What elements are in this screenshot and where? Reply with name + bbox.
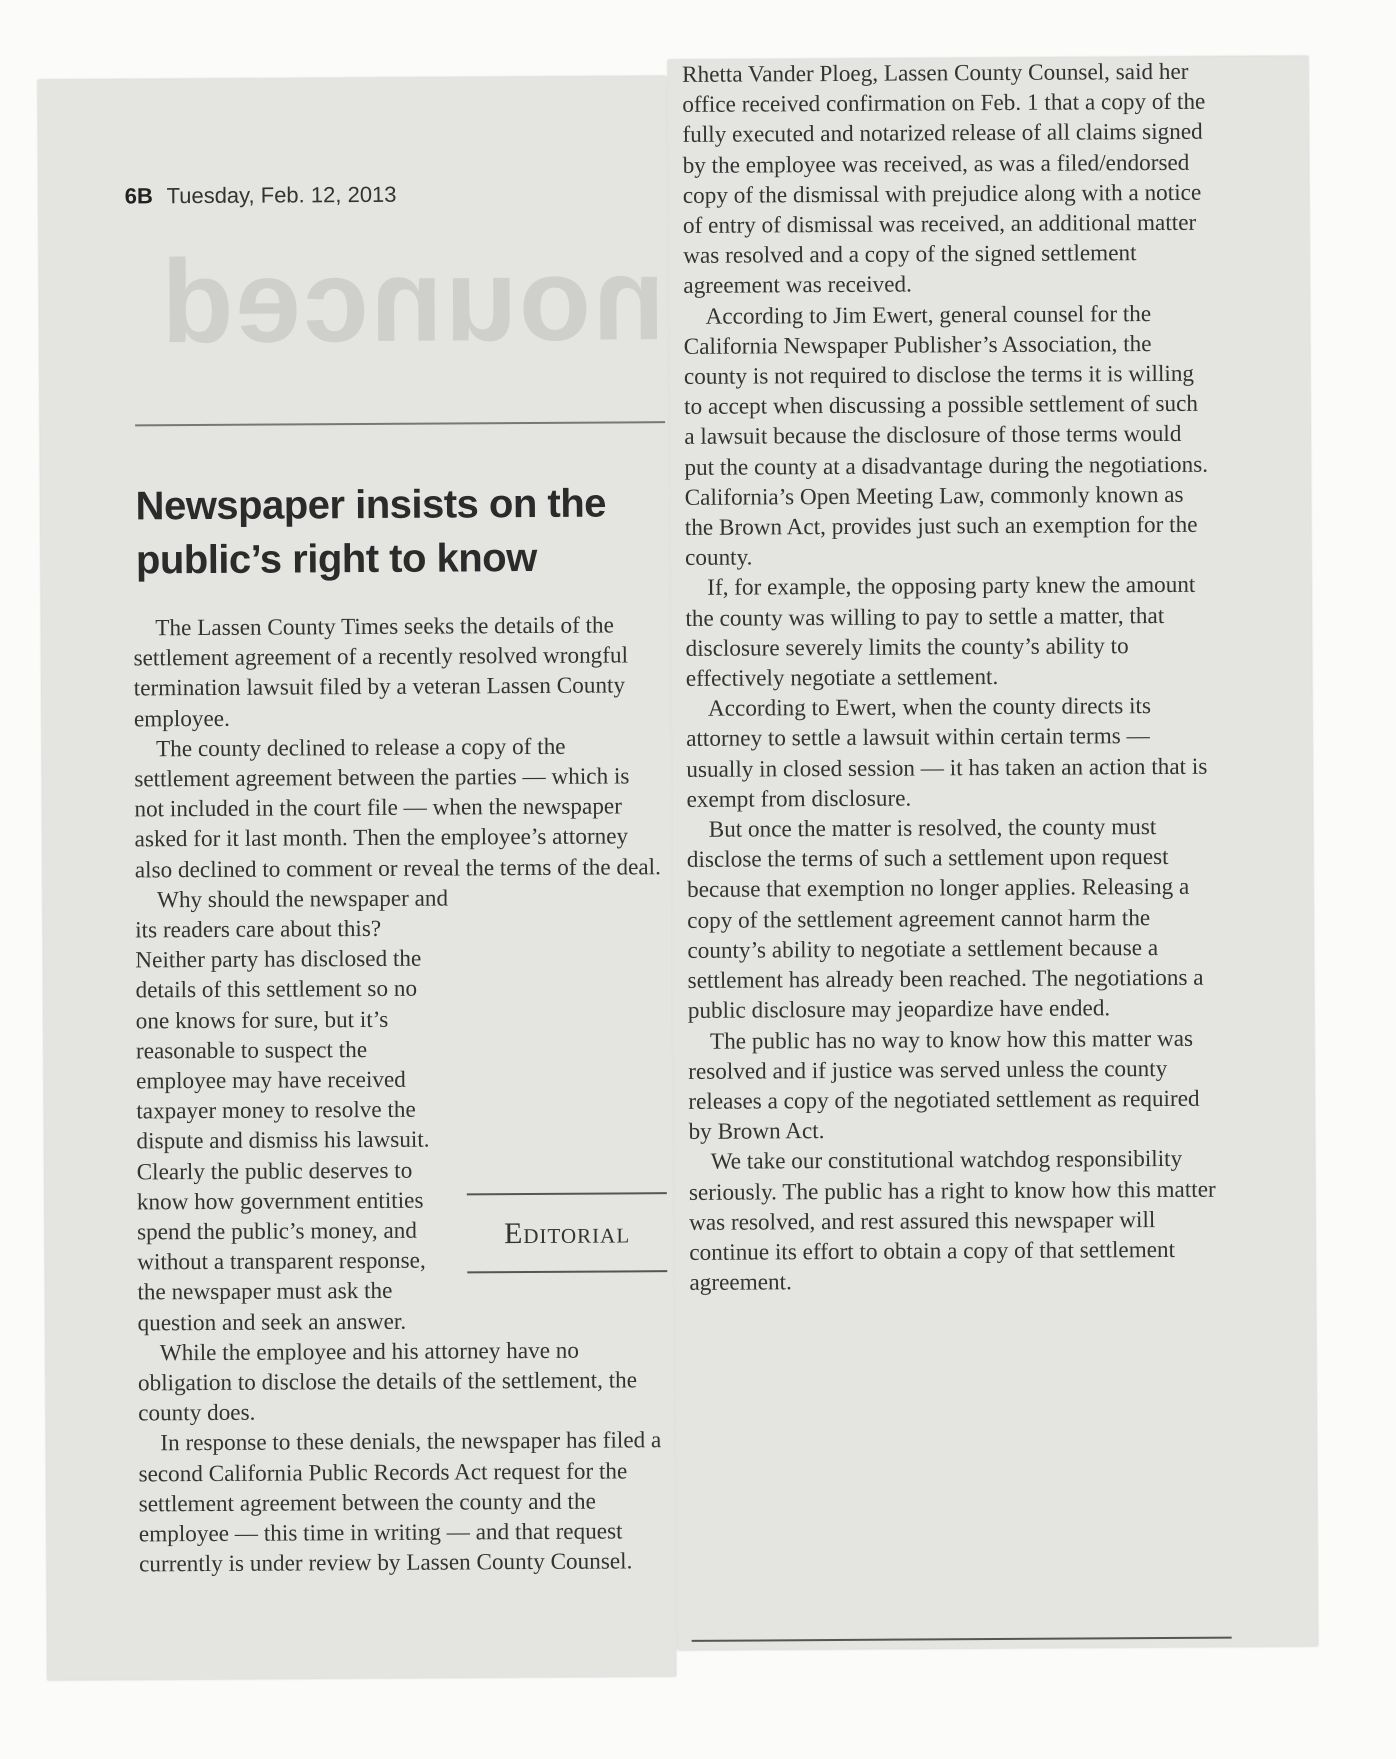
page-number: 6B bbox=[124, 183, 153, 209]
editorial-label: Editorial bbox=[503, 1216, 631, 1251]
paragraph: According to Ewert, when the county directs its attorney to settle a lawsuit within certain terms — usually in closed session — it has taken an action that is exempt from disclosure. bbox=[686, 693, 1208, 813]
article-column-right bbox=[682, 57, 1218, 1299]
paragraph: But once the matter is resolved, the county must disclose the terms of such a settlement upon request because that exemption no longer applies. Releasing a copy of the settlement agreement cannot harm the county’s ability to negotiate a settlement because a settlement has already been reached. The negotiations a public disclosure may jeopardize have ended. bbox=[686, 814, 1204, 1025]
paragraph: Why should the newspaper and its readers care about this? Neither party has disclosed the details of this settlement so no one knows for sure, but it’s reasonable to suspect the employee may have received taxpayer money to resolve the dispute and dismiss his lawsuit. Clearly the public deserves to know how government entities spend the public’s money, and without a transparent response, the newspaper must ask the question and seek an answer. bbox=[135, 885, 449, 1337]
label-rule-top bbox=[467, 1192, 667, 1195]
paragraph: The county declined to release a copy of the settlement agreement between the parties — which is not included in the court file — when the newspaper asked for it last month. Then the employee’s attorney also declined to comment or reveal the terms of the deal. bbox=[134, 733, 661, 884]
publication-date: Tuesday, Feb. 12, 2013 bbox=[166, 181, 397, 209]
left-clipping bbox=[38, 76, 676, 1680]
right-clipping bbox=[668, 56, 1318, 1650]
bottom-rule bbox=[692, 1637, 1232, 1642]
paragraph: Rhetta Vander Ploeg, Lassen County Counsel, said her office received confirmation on Feb. 1 that a copy of the fully executed and notarized release of all claims signed by the employee was received, as was a filed/endorsed copy of the dismissal with prejudice along with a notice of entry of dismissal was received, an additional matter was resolved and a copy of the signed settlement agreement was received. bbox=[682, 58, 1206, 300]
paragraph: We take our constitutional watchdog responsibility seriously. The public has a right to know how this matter was resolved, and rest assured this newspaper will continue its effort to obtain a copy of that settlement agreement. bbox=[688, 1146, 1216, 1297]
dateline bbox=[125, 182, 397, 210]
editorial-label-box bbox=[467, 1192, 667, 1273]
article-column-left bbox=[133, 610, 669, 1580]
top-rule bbox=[135, 421, 665, 426]
paragraph: If, for example, the opposing party knew the amount the county was willing to pay to settle a matter, that disclosure severely limits the county’s ability to effectively negotiate a settlement. bbox=[685, 572, 1196, 692]
paragraph: In response to these denials, the newspaper has filed a second California Public Records Act request for the settlement agreement between the county and the employee — this time in writing — and that request currently is under review by Lassen County Counsel. bbox=[138, 1427, 662, 1578]
paragraph: The Lassen County Times seeks the details of the settlement agreement of a recently resolved wrongful termination lawsuit filed by a veteran Lassen County employee. bbox=[133, 612, 629, 733]
bleed-through-text: nounced bbox=[158, 233, 666, 369]
paragraph: The public has no way to know how this matter was resolved and if justice was served unless the county releases a copy of the negotiated settlement as required by Brown Act. bbox=[688, 1025, 1200, 1146]
paragraph: While the employee and his attorney have no obligation to disclose the details of the settlement, the county does. bbox=[137, 1337, 638, 1427]
headline: Newspaper insists on the public’s right to know bbox=[135, 481, 607, 583]
paragraph: According to Jim Ewert, general counsel for the California Newspaper Publisher’s Association, the county is not required to disclose the terms it is willing to accept when discussing a possible settlement of such a lawsuit because the disclosure of those terms would put the county at a disadvantage during the negotiations. California’s Open Meeting Law, commonly known as the Brown Act, provides just such an exemption for the county. bbox=[683, 300, 1209, 572]
